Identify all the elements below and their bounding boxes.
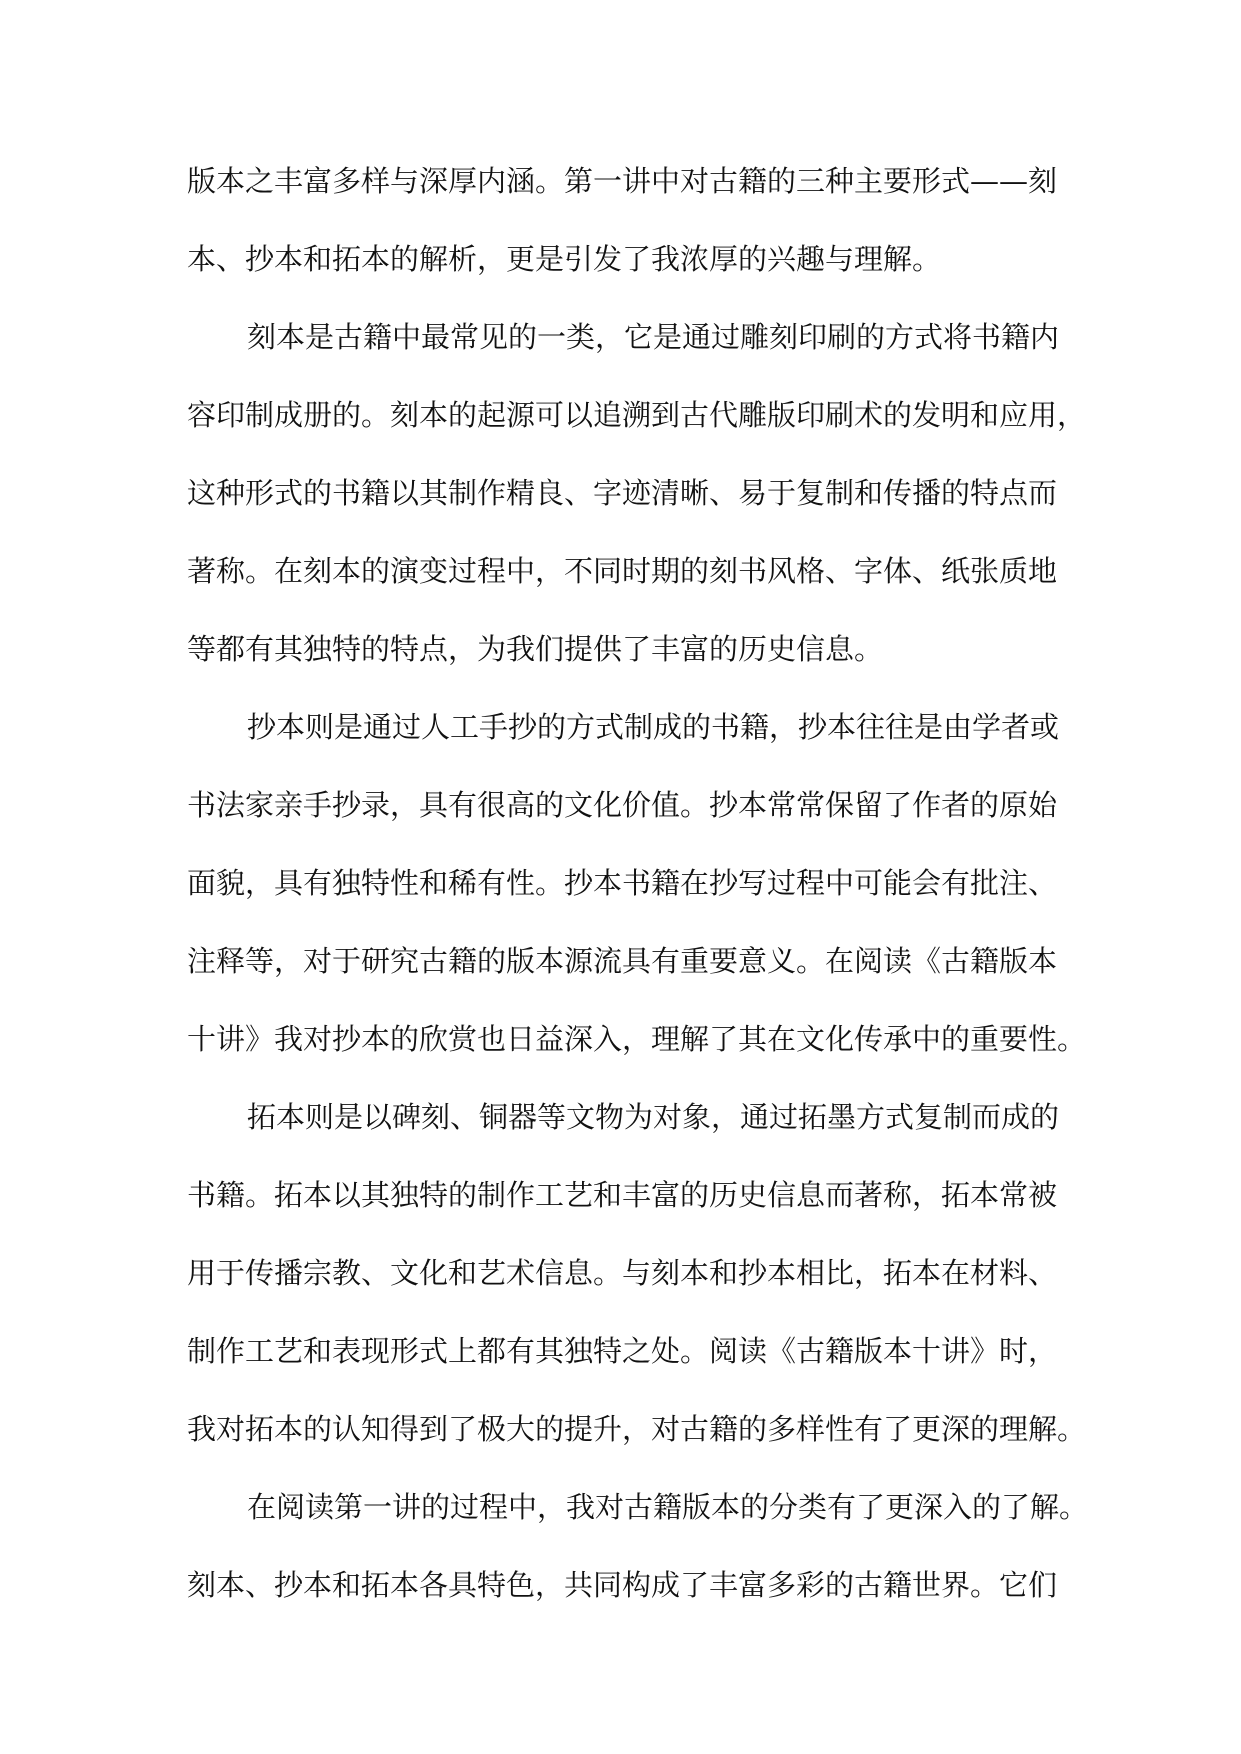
text-line: 用于传播宗教、文化和艺术信息。与刻本和抄本相比，拓本在材料、 [187, 1256, 1058, 1290]
paragraph-first-line: 在阅读第一讲的过程中，我对古籍版本的分类有了更深入的了解。 [247, 1490, 1089, 1524]
text-line: 注释等，对于研究古籍的版本源流具有重要意义。在阅读《古籍版本 [187, 944, 1058, 978]
paragraph-first-line: 刻本是古籍中最常见的一类，它是通过雕刻印刷的方式将书籍内 [247, 320, 1060, 354]
text-line: 等都有其独特的特点，为我们提供了丰富的历史信息。 [187, 632, 884, 666]
text-line: 本、抄本和拓本的解析，更是引发了我浓厚的兴趣与理解。 [187, 242, 942, 276]
text-line: 书籍。拓本以其独特的制作工艺和丰富的历史信息而著称，拓本常被 [187, 1178, 1058, 1212]
text-line: 刻本、抄本和拓本各具特色，共同构成了丰富多彩的古籍世界。它们 [187, 1568, 1058, 1602]
text-line: 面貌，具有独特性和稀有性。抄本书籍在抄写过程中可能会有批注、 [187, 866, 1058, 900]
text-line: 我对拓本的认知得到了极大的提升，对古籍的多样性有了更深的理解。 [187, 1412, 1087, 1446]
paragraph-first-line: 拓本则是以碑刻、铜器等文物为对象，通过拓墨方式复制而成的 [247, 1100, 1060, 1134]
text-line: 这种形式的书籍以其制作精良、字迹清晰、易于复制和传播的特点而 [187, 476, 1058, 510]
paragraph-first-line: 抄本则是通过人工手抄的方式制成的书籍，抄本往往是由学者或 [247, 710, 1060, 744]
text-line: 版本之丰富多样与深厚内涵。第一讲中对古籍的三种主要形式——刻 [187, 164, 1058, 198]
text-line: 书法家亲手抄录，具有很高的文化价值。抄本常常保留了作者的原始 [187, 788, 1058, 822]
text-line: 著称。在刻本的演变过程中，不同时期的刻书风格、字体、纸张质地 [187, 554, 1058, 588]
text-line: 容印制成册的。刻本的起源可以追溯到古代雕版印刷术的发明和应用， [187, 398, 1087, 432]
text-line: 制作工艺和表现形式上都有其独特之处。阅读《古籍版本十讲》时， [187, 1334, 1058, 1368]
document-body [187, 142, 1089, 1624]
text-line: 十讲》我对抄本的欣赏也日益深入，理解了其在文化传承中的重要性。 [187, 1022, 1087, 1056]
